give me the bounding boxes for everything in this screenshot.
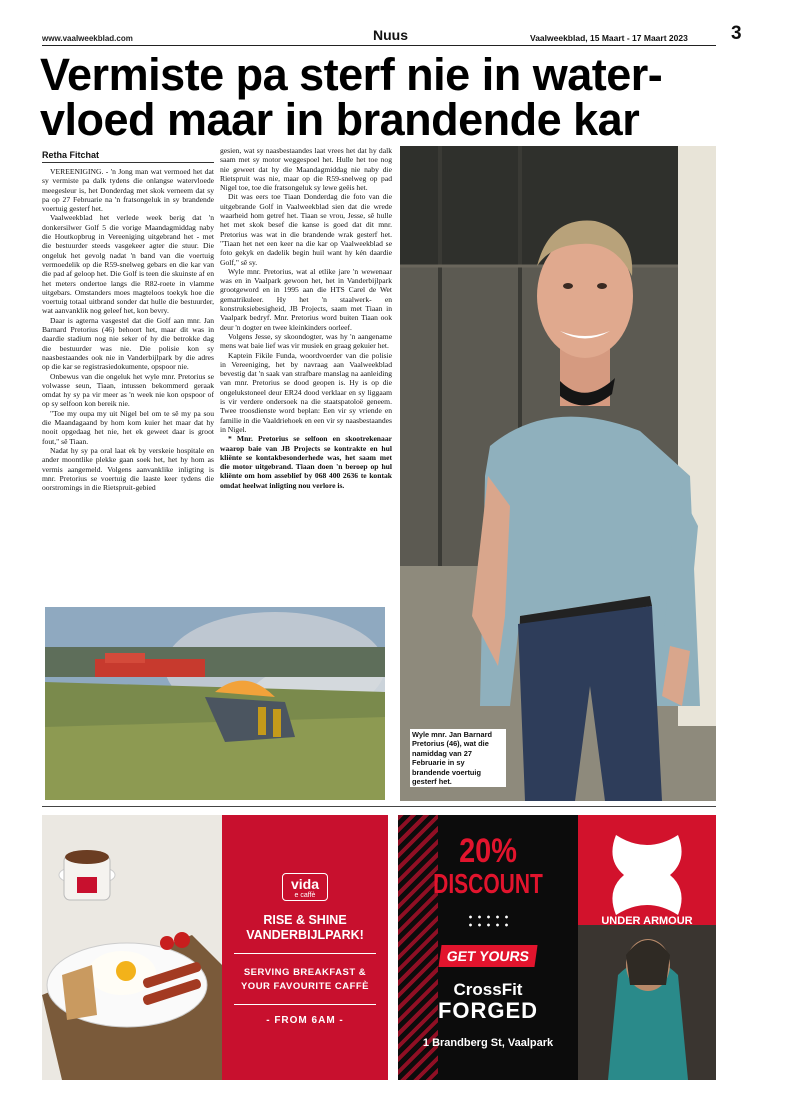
burning-car-photo [45, 607, 385, 800]
paragraph: Daar is agterna vasgestel dat die Golf aan mnr. Jan Barnard Pretorius (46) behoort het, maar dit was in daardie stadium nog nie seker of hy die betrokke dag die bestuurder was nie. Die polisie kon sy naasbestaandes ook nie in Vanderbijlpark by die adres op die kar se registrasiedokumente, opspoor nie. [42, 315, 214, 372]
portrait-illustration [400, 146, 716, 801]
issue-date: Vaalweekblad, 15 Maart - 17 Maart 2023 [530, 33, 688, 43]
paragraph: Wyle mnr. Pretorius, wat al etlike jare 'n wewenaar was en in Vaalpark gewoon het, het in Vanderbijlpark grootgeword en in 1995 aan die HTS Carel de Wet gematrikuleer. Hy het 'n staalwerk- en konstruksiebesigheid, JB Projects, saam met Tiaan in Vaalpark bedryf. Mnr. Pretorius word buiten Tiaan ook deur 'n dogter en twee kleinkinders oorleef. [220, 266, 392, 332]
crossfit-forged-ad[interactable] [398, 815, 716, 1080]
crossfit-brand-bottom: FORGED [437, 998, 539, 1023]
vida-body: SERVING BREAKFAST & YOUR FAVOURITE CAFFÈ [240, 967, 370, 992]
under-armour-illustration [578, 815, 716, 1080]
discount-percent: 20% [459, 832, 517, 870]
vida-divider-2 [234, 1004, 376, 1005]
paragraph: "Toe my oupa my uit Nigel bel om te sê my pa sou die Maandagaand by hom kom kuier het maar dat hy nooit opgedaag het nie, het ek geweet daar is groot fout," sê Tiaan. [42, 408, 214, 446]
appeal-paragraph: * Mnr. Pretorius se selfoon en skootrekenaar waarop baie van JB Projects se kontrakte en hul kliënte se kontakbesonderhede was, het saam met die motor uitgebrand. Tiaan doen 'n beroep op hul kliënte om hom asseblief by 068 400 2636 te kontak omdat heelwat inligting nou verlore is. [220, 434, 392, 490]
paragraph: Kaptein Fikile Funda, woordvoerder van die polisie in Vereeniging, het by navraag aan Vaalweekblad bevestig dat 'n saak van strafbare manslag na aanleiding van mnr. Pretorius se dood geopen is. Hy is op die ongelukstoneel deur ER24 dood verklaar en sy liggaam is vir verdere ondersoek na die staatspatoloë geneem. Twee troosdienste word beplan: Een vir sy vriende en familie in die Vaaldriehoek en een vir sy naasbestaandes in Nigel. [220, 350, 392, 434]
breakfast-photo [42, 815, 222, 1080]
under-armour-panel [578, 815, 716, 1080]
paragraph: Dit was eers toe Tiaan Donderdag die foto van die uitgebrande Golf in Vaalweekblad sien dat die wrede waarheid hom getref het. Tiaan se vrou, Jesse, sê hulle het met skok besef die kanse is goed dat dit mnr. Pretorius was wat in die brandende wrak gesterf het. "Tiaan het net een keer na die kar op Vaalweekblad se foto gekyk en dadelik begin huil want hy kén daardie Golf," sê sy. [220, 192, 392, 267]
site-url: www.vaalweekblad.com [42, 34, 133, 43]
paragraph: VEREENIGING. - 'n Jong man wat vermoed het dat sy vermiste pa dalk tydens die onlangse watervloede meegesleur is, het Donderdag met skok verneem dat sy pa op 27 Februarie na 'n fratsongeluk in sy brandende voertuig gesterf het. [42, 167, 214, 214]
paragraph: Nadat hy sy pa oral laat ek by verskeie hospitale en ander moontlike plekke gaan soek het, het hy hom as vermis aangemeld. Volgens aanvanklike inligting is mnr. Pretorius se voertuig die laaste keer tydens die oorstromings in die Rietspruit-gebied [42, 445, 214, 493]
paragraph: Vaalweekblad het verlede week berig dat 'n donkersilwer Golf 5 die vorige Maandagmiddag naby die Houtkopbrug in Vereeniging uitgebrand het - met die bestuurder steeds vasgekeer agter die stuur. Die ongeluk het gevolg nadat 'n band van die voertuig vermoedelik op die R59-snelweg gebars en die kar van die pad af geloop het. Die Golf is teen die skuinste af en het meters ondertoe langs die R82-roete in vlamme uitgebars. Omstanders moes magteloos toekyk hoe die voertuig totaal uitbrand sonder dat hulle die bestuurder, wat aanvanklik nog geleef het, kon bevry. [42, 213, 214, 316]
get-yours-button[interactable]: GET YOURS [438, 945, 537, 967]
vida-headline: RISE & SHINE VANDERBIJLPARK! [246, 913, 364, 942]
vida-logo-text: vida [290, 876, 319, 892]
breakfast-illustration [42, 815, 222, 1080]
vida-divider [234, 953, 376, 954]
headline: Vermiste pa sterf nie in water-vloed maar in brandende kar [40, 49, 663, 145]
header-rule [42, 45, 716, 46]
paragraph: Onbewus van die ongeluk het wyle mnr. Pretorius se volwasse seun, Tiaan, intussen bekommerd geraak omdat hy sy pa vir meer as 'n week nie kon opspoor of op sy selfoon kon bereik nie. [42, 371, 214, 409]
page-number: 3 [731, 23, 742, 44]
gym-address: 1 Brandberg St, Vaalpark [422, 1037, 554, 1049]
paragraph: gesien, wat sy naasbestaandes laat vrees het dat hy dalk saam met sy motor weggespoel het. Hulle het toe nog nie geweet dat hy die Maandagmiddag nie naby die Rietspruit was nie, maar op die R59-snelweg op pad Nigel toe, toe die fratsongeluk sy lewe geëis het. [220, 146, 392, 193]
dot-grid [466, 913, 510, 929]
article-column-1 [42, 167, 214, 597]
article-column-2 [220, 146, 392, 596]
portrait-photo [400, 146, 716, 801]
paragraph: Volgens Jesse, sy skoondogter, was hy 'n aangename mens wat baie lief was vir musiek en graag gekuier het. [220, 331, 392, 351]
byline: Retha Fitchat [42, 150, 100, 160]
vida-logo-subtext: e caffè [294, 892, 316, 899]
vida-logo [282, 873, 328, 901]
crossfit-panel [398, 815, 578, 1080]
byline-rule [42, 162, 214, 163]
burning-car-illustration [45, 607, 385, 800]
photo-caption: Wyle mnr. Jan Barnard Pretorius (46), wat die namiddag van 27 Februarie in sy brandende voertuig gesterf het. [410, 729, 506, 787]
vida-time: - FROM 6AM - [266, 1015, 344, 1026]
vida-ad-panel [222, 815, 388, 1080]
discount-word: DISCOUNT [433, 868, 543, 899]
crossfit-brand-top: CrossFit [453, 980, 523, 999]
page-divider [42, 806, 716, 807]
vida-caffe-ad[interactable] [42, 815, 388, 1080]
section-name: Nuus [373, 27, 408, 43]
under-armour-wordmark: UNDER ARMOUR [601, 915, 693, 927]
